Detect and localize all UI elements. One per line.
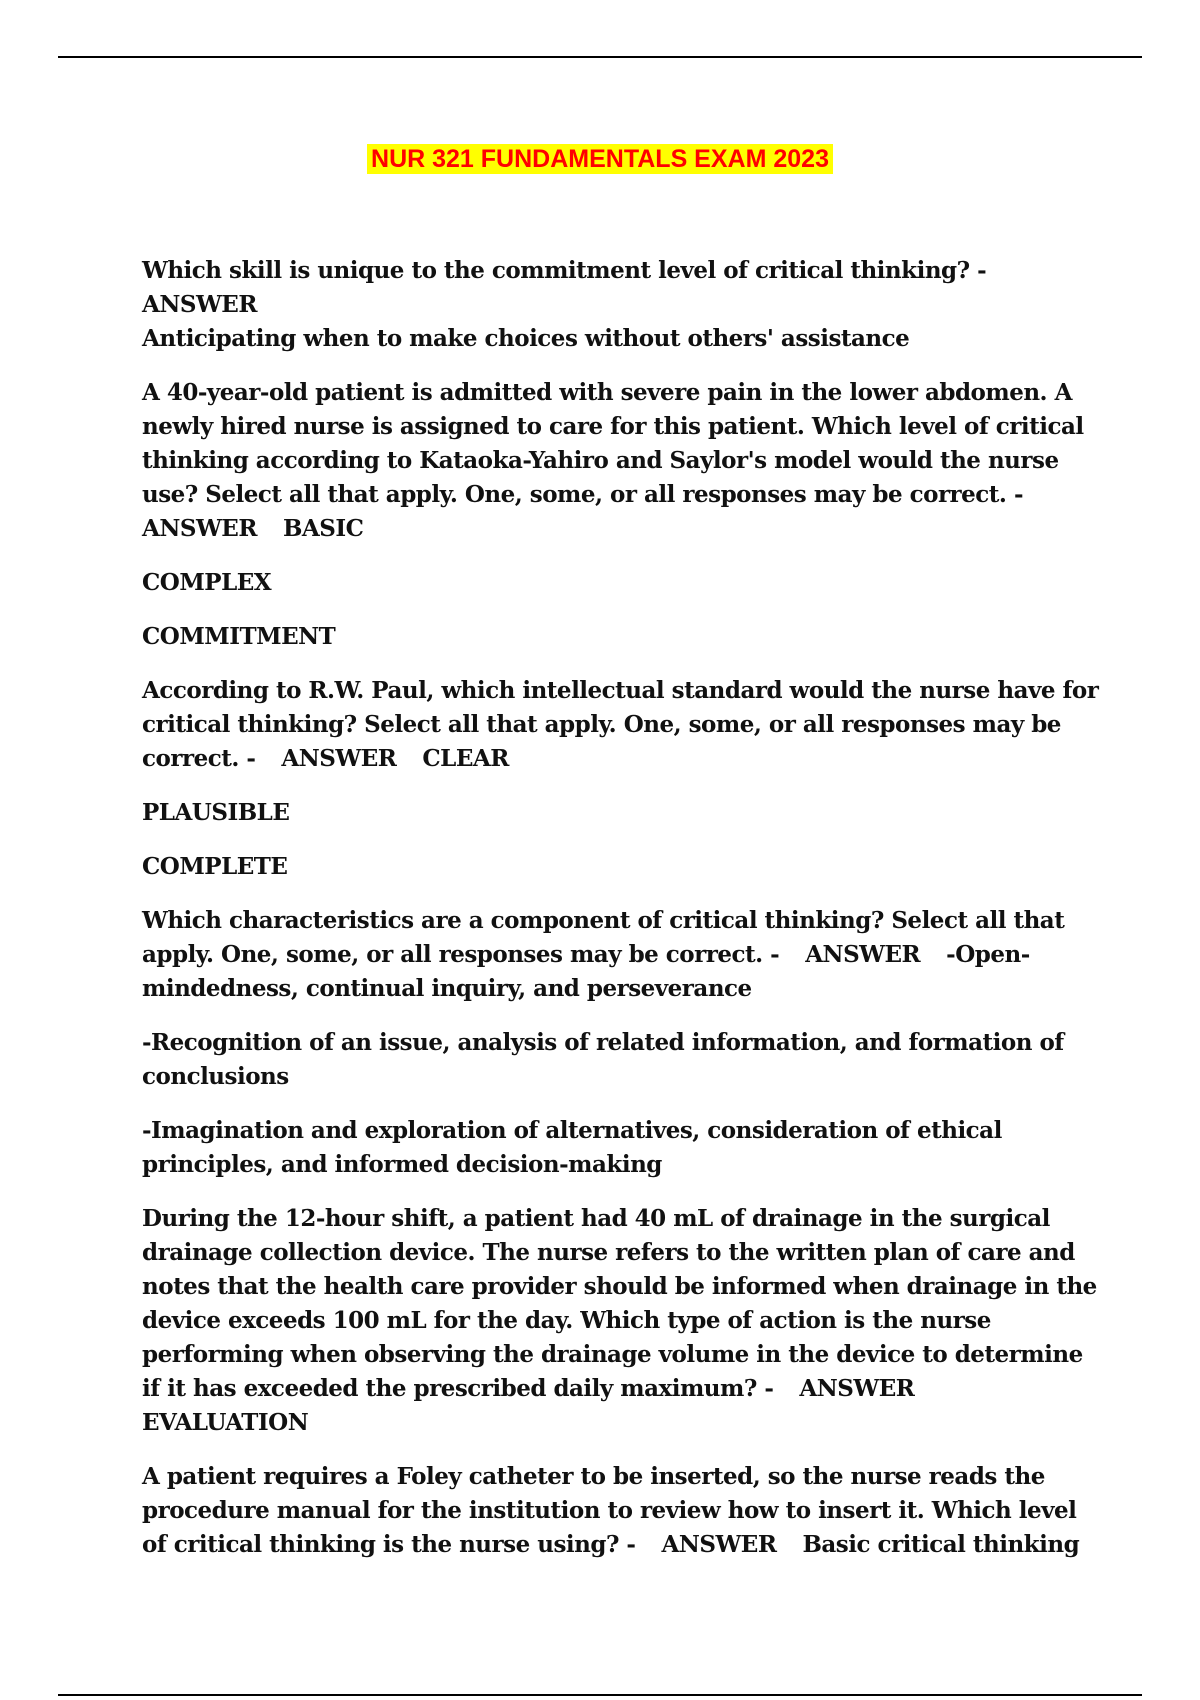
top-rule	[58, 56, 1142, 58]
answer-2-extra-1: COMPLEX	[142, 569, 272, 596]
document-title: NUR 321 FUNDAMENTALS EXAM 2023	[367, 144, 833, 174]
title-area	[0, 144, 1200, 174]
answer-3-extra-1: PLAUSIBLE	[142, 799, 290, 826]
answer-label-2: ANSWER	[142, 515, 257, 542]
question-6: A patient requires a Foley catheter to be inserted, so the nurse reads the procedure manual for the institution to review how to insert it. Which level of critical thinking is the nurse using? -	[142, 1463, 1077, 1558]
answer-4-extra-2: -Imagination and exploration of alternatives, consideration of ethical principles, and informed decision-making	[142, 1117, 1002, 1178]
answer-3-extra-2: COMPLETE	[142, 853, 288, 880]
answer-label-3: ANSWER	[281, 745, 397, 772]
answer-6: Basic critical thinking	[802, 1531, 1080, 1558]
answer-4-extra-1: -Recognition of an issue, analysis of related information, and formation of conclusions	[142, 1029, 1064, 1090]
answer-4: -Open-mindedness, continual inquiry, and perseverance	[142, 941, 1030, 1002]
question-5: During the 12-hour shift, a patient had 40 mL of drainage in the surgical drainage collection device. The nurse refers to the written plan of care and notes that the health care provider should be informed when drainage in the device exceeds 100 mL for the day. Which type of action is the nurse performing when observing the drainage volume in the device to determine if it has exceeded the prescribed daily maximum? -	[142, 1205, 1097, 1402]
answer-5: EVALUATION	[142, 1409, 309, 1436]
qa-item-6	[142, 1460, 1104, 1562]
qa-item-1	[142, 254, 1104, 356]
qa-content	[142, 254, 1104, 1582]
qa-item-3	[142, 674, 1104, 776]
answer-label-5: ANSWER	[799, 1375, 915, 1402]
answer-label-4: ANSWER	[805, 941, 921, 968]
question-4: Which characteristics are a component of critical thinking? Select all that apply. One, some, or all responses may be correct. -	[142, 907, 1065, 968]
question-3: According to R.W. Paul, which intellectual standard would the nurse have for critical thinking? Select all that apply. One, some, or all responses may be correct. -	[142, 677, 1099, 772]
answer-label-6: ANSWER	[661, 1531, 777, 1558]
answer-3: CLEAR	[422, 745, 509, 772]
answer-label-1: ANSWER	[142, 291, 257, 318]
answer-2-extra-2: COMMITMENT	[142, 623, 336, 650]
question-2: A 40-year-old patient is admitted with severe pain in the lower abdomen. A newly hired nurse is assigned to care for this patient. Which level of critical thinking according to Kataoka-Yahiro and Saylor's model would the nurse use? Select all that apply. One, some, or all responses may be correct. -	[142, 379, 1084, 508]
answer-2: BASIC	[282, 515, 364, 542]
bottom-rule	[58, 1694, 1142, 1696]
answer-1: Anticipating when to make choices without others' assistance	[142, 325, 910, 352]
question-1: Which skill is unique to the commitment level of critical thinking? -	[142, 257, 987, 284]
qa-item-4	[142, 904, 1104, 1006]
qa-item-2	[142, 376, 1104, 546]
qa-item-5	[142, 1202, 1104, 1440]
